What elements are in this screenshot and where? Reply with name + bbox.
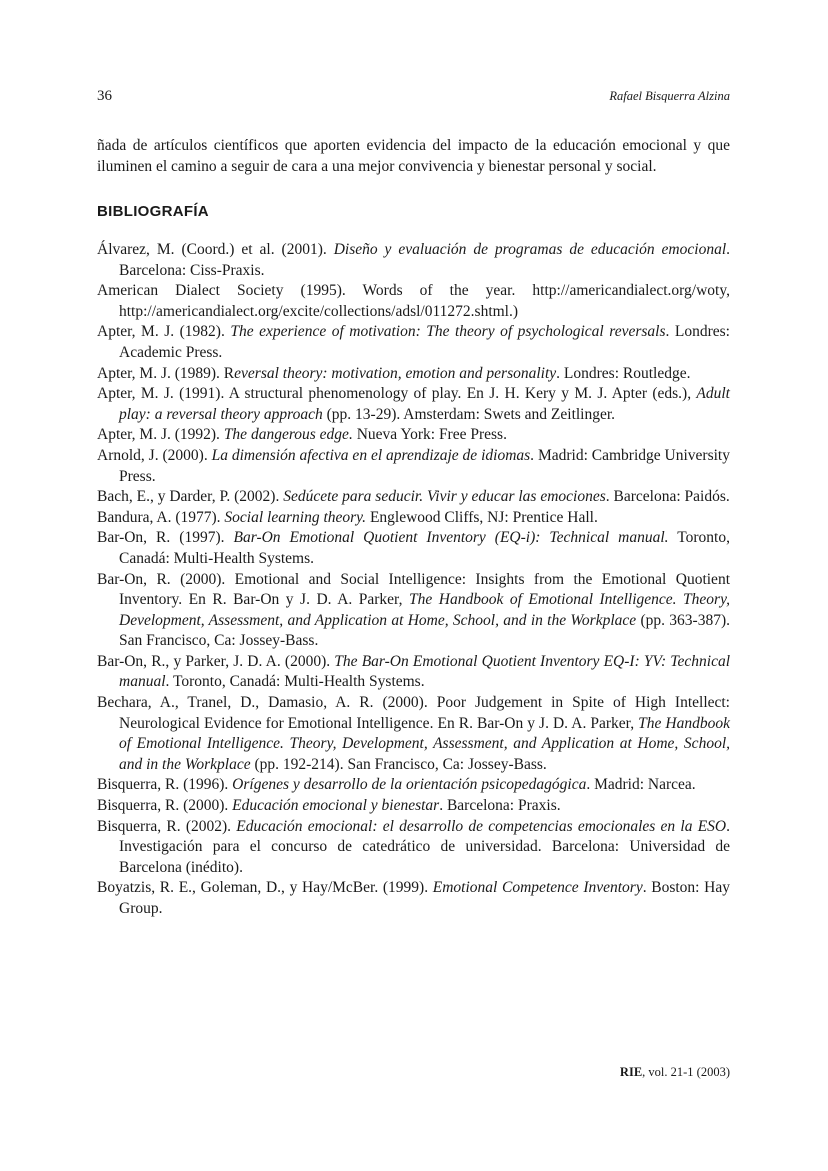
reference-entry [97, 878, 730, 919]
section-heading: BIBLIOGRAFÍA [97, 203, 209, 220]
reference-title: The Handbook of Emotional Intelligence. Theory, Development, Assessment, and Application at Home, School, and in the Workplace [119, 714, 730, 773]
page-body [97, 135, 730, 920]
reference-title: The Bar-On Emotional Quotient Inventory EQ-I: YV: Technical manual [119, 652, 731, 691]
reference-entry [97, 775, 730, 796]
reference-publisher: . Barcelona: Paidós. [605, 488, 730, 506]
reference-entry [97, 364, 730, 385]
reference-title: Orígenes y desarrollo de la orientación psicopedagógica [232, 776, 587, 794]
reference-title: The experience of motivation: The theory of psychological reversals [230, 323, 666, 341]
reference-publisher: . Madrid: Narcea. [586, 776, 696, 794]
reference-title: The Handbook of Emotional Intelligence. Theory, Development, Assessment, and Application at Home, School, and in the Workplace [119, 591, 730, 629]
running-header-author: Rafael Bisquerra Alzina [609, 89, 730, 103]
reference-publisher: . Barcelona: Praxis. [439, 797, 561, 815]
reference-authors: Álvarez, M. (Coord.) et al. (2001). [97, 241, 334, 258]
reference-authors: Bandura, A. (1977). [97, 508, 225, 526]
reference-publisher: . Barcelona: Ciss-Praxis. [119, 241, 730, 279]
reference-entry [97, 240, 730, 281]
reference-authors: Bisquerra, R. (2002). [97, 817, 237, 835]
reference-authors: American Dialect Society (1995). Words of the year. http://americandialect.org/woty, http://americandialect.org/excite/collections/adsl/011272.shtml.) [97, 282, 730, 320]
reference-publisher: Toronto, Canadá: Multi-Health Systems. [119, 529, 730, 567]
reference-entry [97, 425, 730, 446]
reference-publisher: (pp. 363-387). San Francisco, Ca: Jossey-Bass. [119, 611, 730, 650]
reference-title: The dangerous edge. [223, 426, 353, 444]
reference-entry [97, 322, 730, 363]
reference-entry [97, 508, 730, 529]
reference-authors: Bach, E., y Darder, P. (2002). [97, 488, 284, 506]
reference-title: Educación emocional: el desarrollo de competencias emocionales en la ESO [236, 817, 727, 835]
reference-authors: Bechara, A., Tranel, D., Damasio, A. R. (2000). Poor Judgement in Spite of High Intellect: Neurological Evidence for Emotional Intelligence. En R. Bar-On y J. D. A. Parker, [97, 694, 730, 732]
reference-entry [97, 528, 730, 569]
reference-entry [97, 446, 730, 487]
reference-list [97, 240, 730, 920]
reference-publisher: . Toronto, Canadá: Multi-Health Systems. [165, 673, 425, 691]
reference-publisher: . Boston: Hay Group. [119, 879, 730, 917]
reference-title: La dimensión afectiva en el aprendizaje de idiomas [211, 446, 531, 464]
reference-entry [97, 487, 730, 508]
reference-entry [97, 796, 730, 817]
intro-paragraph: ñada de artículos científicos que aporten evidencia del impacto de la educación emocional y que iluminen el camino a seguir de cara a una mejor convivencia y bienestar personal y social. [97, 137, 730, 175]
reference-entry [97, 570, 730, 652]
reference-title: Diseño y evaluación de programas de educación emocional [333, 241, 727, 258]
reference-title: Emotional Competence Inventory [432, 879, 643, 897]
reference-publisher: . Londres: Academic Press. [119, 323, 730, 361]
reference-publisher: . Madrid: Cambridge University Press. [119, 446, 730, 485]
reference-publisher: Nueva York: Free Press. [352, 426, 507, 444]
reference-authors: Bisquerra, R. (2000). [97, 797, 233, 815]
reference-publisher: (pp. 13-29). Amsterdam: Swets and Zeitlinger. [322, 405, 616, 423]
page-footer [620, 1065, 730, 1080]
reference-publisher: . Londres: Routledge. [556, 364, 691, 382]
reference-title: Educación emocional y bienestar [232, 797, 440, 815]
reference-authors: Bar-On, R. (2000). Emotional and Social Intelligence: Insights from the Emotional Quotient Inventory. En R. Bar-On y J. D. A. Parker, [97, 570, 730, 609]
reference-authors: Bar-On, R. (1997). [97, 529, 234, 547]
reference-authors: Apter, M. J. (1982). [97, 323, 231, 341]
reference-authors: Apter, M. J. (1992). [97, 426, 224, 444]
reference-authors: Apter, M. J. (1991). A structural phenomenology of play. En J. H. Kery y M. J. Apter (eds.), [97, 385, 697, 403]
reference-title: Sedúcete para seducir. Vivir y educar las emociones [283, 488, 606, 506]
reference-publisher: Englewood Cliffs, NJ: Prentice Hall. [366, 508, 598, 526]
reference-authors: Bar-On, R., y Parker, J. D. A. (2000). [97, 652, 335, 670]
reference-title: eversal theory: motivation, emotion and personality [234, 364, 557, 382]
reference-entry [97, 693, 730, 775]
reference-authors: Bisquerra, R. (1996). [97, 776, 233, 794]
page-number: 36 [97, 88, 112, 104]
reference-authors: Arnold, J. (2000). [97, 446, 212, 464]
reference-authors: Boyatzis, R. E., Goleman, D., y Hay/McBer. (1999). [97, 879, 433, 897]
reference-publisher: . Investigación para el concurso de catedrático de universidad. Barcelona: Universidad de Barcelona (inédito). [119, 817, 730, 876]
reference-title: Social learning theory. [224, 508, 367, 526]
reference-title: Bar-On Emotional Quotient Inventory (EQ-i): Technical manual. [233, 529, 669, 547]
reference-publisher: (pp. 192-214). San Francisco, Ca: Jossey-Bass. [250, 755, 547, 773]
journal-volume: , vol. 21-1 (2003) [642, 1065, 730, 1079]
journal-name: RIE [619, 1065, 643, 1079]
reference-title: Adult play: a reversal theory approach [119, 385, 730, 423]
reference-entry [97, 384, 730, 425]
reference-entry [97, 652, 730, 693]
reference-entry [97, 817, 730, 879]
reference-entry [97, 281, 730, 322]
reference-authors: Apter, M. J. (1989). R [97, 364, 235, 382]
